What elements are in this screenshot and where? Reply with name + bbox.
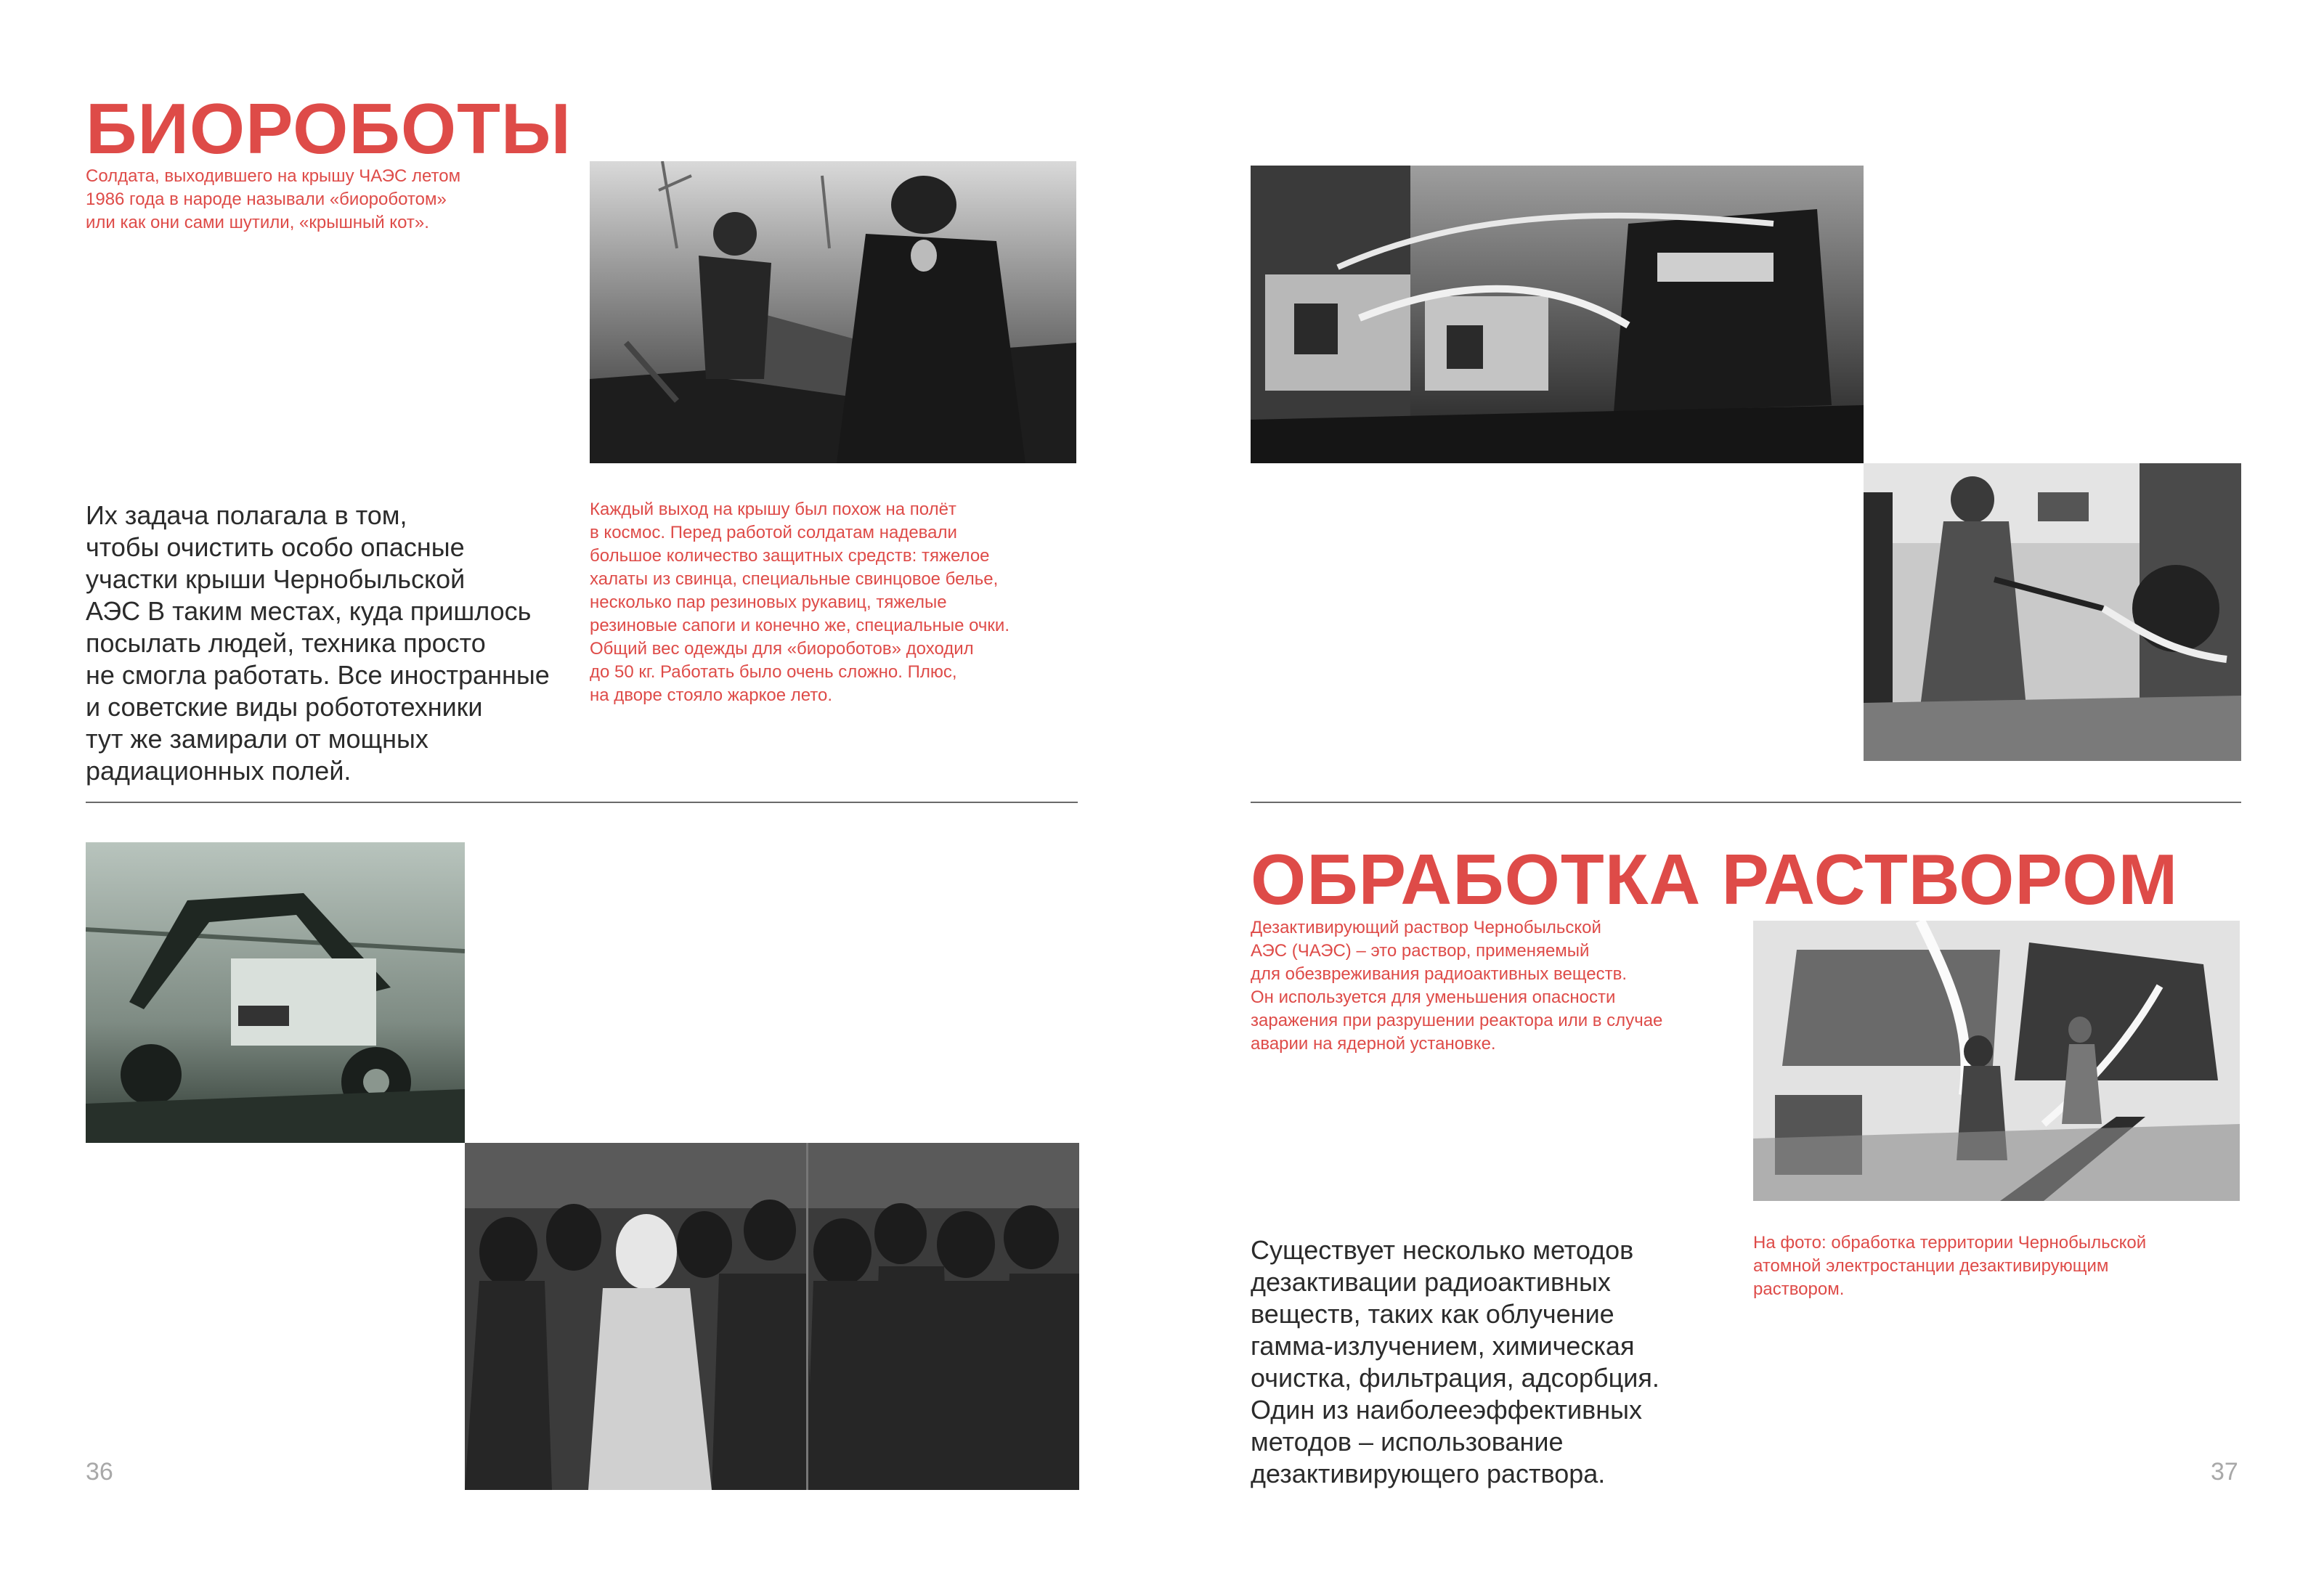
- photo-soldiers-on-roof: [590, 161, 1076, 463]
- biorobots-main-text: Их задача полагала в том, чтобы очистить особо опасные участки крыши Чернобыльской АЭС В таким местах, куда пришлось посылать людей, техника просто не смогла работать. Все иностранные и советские виды робототехники тут же замирали от мощных радиационных полей.: [86, 500, 550, 786]
- photo-decontamination-spraying: [1753, 921, 2240, 1201]
- page-number-right: 37: [2211, 1458, 2238, 1486]
- divider-right: [1251, 802, 2241, 803]
- divider-left: [86, 802, 1078, 803]
- photo-worker-with-hose: [1864, 463, 2241, 761]
- page-title-solution-treatment: ОБРАБОТКА РАСТВОРОМ: [1251, 839, 2179, 919]
- photo-robot-vehicle: [86, 842, 465, 1143]
- biorobots-side-note: Каждый выход на крышу был похож на полёт в космос. Перед работой солдатам надевали большое количество защитных средств: тяжелое халаты из свинца, специальные свинцовое белье, несколько пар резиновых рукавиц, тяжелые резиновые сапоги и конечно же, специальные очки. Общий вес одежды для «биороботов» доходил до 50 кг. Работать было очень сложно. Плюс, на дворе стояло жаркое лето.: [590, 500, 1009, 705]
- biorobots-intro: Солдата, выходившего на крышу ЧАЭС летом 1986 года в народе называли «биороботом» или как они сами шутили, «крышный кот».: [86, 166, 461, 232]
- photo-caption: На фото: обработка территории Чернобыльской атомной электростанции дезактивирующим раствором.: [1753, 1233, 2147, 1299]
- photo-fire-truck-spraying: [1251, 166, 1864, 463]
- page-number-left: 36: [86, 1458, 113, 1486]
- solution-main-text: Существует несколько методов дезактивации радиоактивных веществ, таких как облучение гамма-излучением, химическая очистка, фильтрация, адсорбция. Один из наиболееэффективных методов – использование дезактивирующего раствора.: [1251, 1235, 1659, 1488]
- solution-intro: Дезактивирующий раствор Чернобыльской АЭС (ЧАЭС) – это раствор, применяемый для обезвреживания радиоактивных веществ. Он используется для уменьшения опасности заражения при разрушении реактора или в случае аварии на ядерной установке.: [1251, 918, 1663, 1054]
- page-title-biorobots: БИОРОБОТЫ: [86, 89, 572, 168]
- photo-group-of-liquidators: [465, 1143, 1079, 1490]
